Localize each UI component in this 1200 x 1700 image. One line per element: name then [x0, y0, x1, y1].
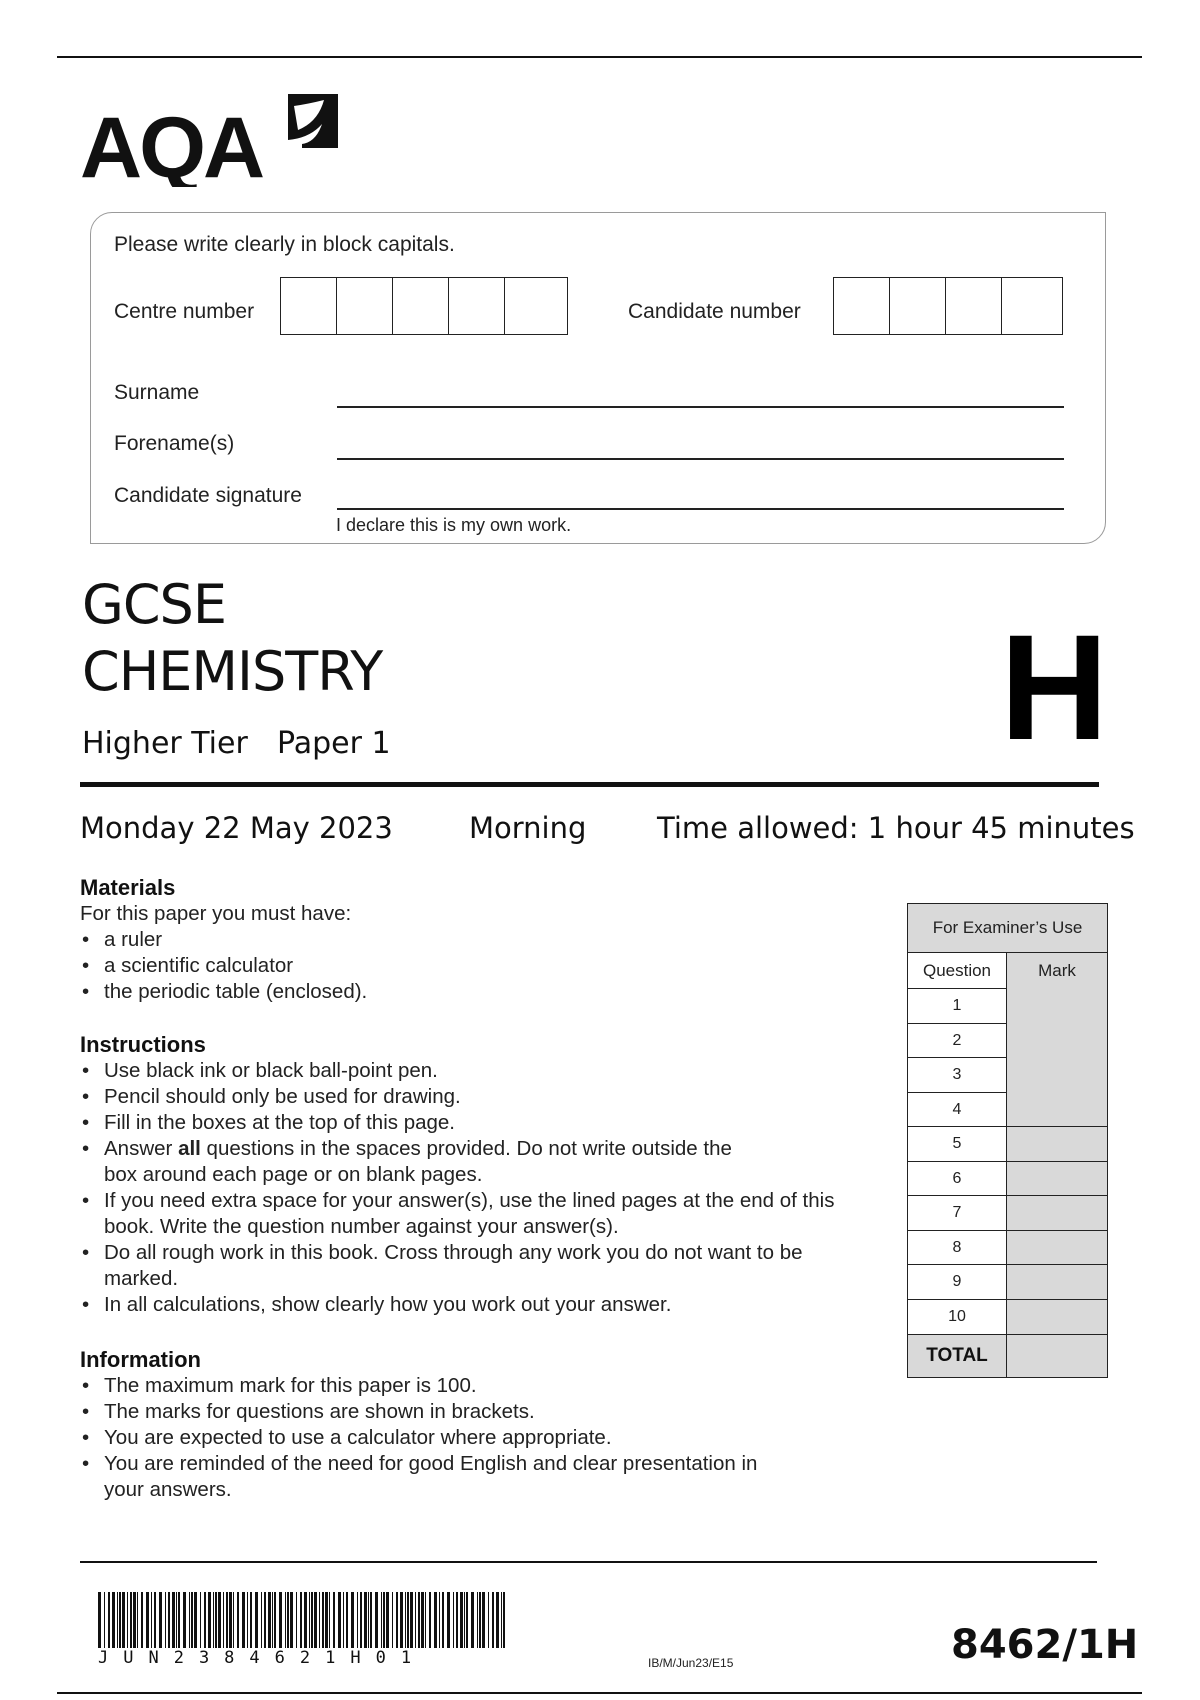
barcode-bar [183, 1592, 186, 1648]
barcode-bar [304, 1592, 307, 1648]
question-number: 5 [908, 1127, 1007, 1162]
barcode-bar [325, 1592, 328, 1648]
barcode-bar [287, 1592, 289, 1648]
aqa-logo-graphic [80, 92, 350, 187]
materials-list [80, 927, 860, 1005]
barcode-bar [168, 1592, 170, 1648]
barcode-bar [471, 1592, 474, 1648]
question-number: 1 [908, 989, 1007, 1024]
barcode-bar [392, 1592, 393, 1648]
barcode-bar [208, 1592, 211, 1648]
examiner-row [908, 1127, 1107, 1162]
mark-column-header: Mark [1038, 961, 1076, 980]
barcode-bar [194, 1592, 197, 1648]
barcode-bar [229, 1592, 232, 1648]
barcode-bar [189, 1592, 190, 1648]
barcode-bar [178, 1592, 180, 1648]
barcode-bar [133, 1592, 136, 1648]
barcode-text: JUN2384621H01 [98, 1648, 427, 1668]
barcode-bar [464, 1592, 465, 1648]
instruction-answer-bold: all [178, 1137, 201, 1160]
information-item: • You are reminded of the need for good English and clear presentation in your answers. [80, 1451, 800, 1503]
centre-digit-box[interactable] [393, 278, 449, 334]
barcode-bar [137, 1592, 138, 1648]
barcode-bar [496, 1592, 499, 1648]
tier-label: Higher Tier [82, 726, 248, 761]
barcode-bar [415, 1592, 416, 1648]
barcode-bar [360, 1592, 362, 1648]
barcode-bar [154, 1592, 156, 1648]
barcode-bar [386, 1592, 389, 1648]
barcode-bar [272, 1592, 273, 1648]
title-rule [80, 782, 1099, 787]
barcode-bar [296, 1592, 297, 1648]
examiner-row [908, 1231, 1107, 1266]
materials-intro: For this paper you must have: [80, 902, 352, 925]
instruction-item: • If you need extra space for your answer(s), use the lined pages at the end of this book. Write the question number against your answer(s). [80, 1188, 860, 1240]
examiners-use-table [907, 903, 1108, 1378]
mark-cell [1007, 1024, 1107, 1059]
question-number: 10 [908, 1300, 1007, 1335]
question-number: 3 [908, 1058, 1007, 1093]
barcode-bar [247, 1592, 248, 1648]
signature-field[interactable] [337, 508, 1064, 510]
instruction-item: • Fill in the boxes at the top of this page. [80, 1110, 860, 1136]
centre-digit-box[interactable] [281, 278, 337, 334]
barcode-bar [141, 1592, 143, 1648]
barcode-bar [117, 1592, 118, 1648]
barcode [98, 1592, 506, 1648]
forenames-label: Forename(s) [114, 432, 235, 455]
barcode-bar [396, 1592, 398, 1648]
materials-section [80, 875, 860, 1005]
mark-cell [1007, 1127, 1107, 1162]
materials-item: • a scientific calculator [80, 953, 860, 979]
instruction-item: • Use black ink or black ball-point pen. [80, 1058, 860, 1084]
barcode-bar [309, 1592, 310, 1648]
signature-label: Candidate signature [114, 484, 302, 507]
barcode-bar [311, 1592, 313, 1648]
barcode-bar [364, 1592, 367, 1648]
barcode-bar [122, 1592, 125, 1648]
barcode-bar [159, 1592, 162, 1648]
barcode-bar [264, 1592, 266, 1648]
top-rule [57, 56, 1142, 58]
barcode-bar [338, 1592, 341, 1648]
instructions-heading: Instructions [80, 1032, 206, 1057]
footer-rule [80, 1561, 1097, 1563]
instruction-answer-after: questions in the spaces provided. Do not write outside the box around each page or on blank pages. [104, 1137, 732, 1186]
barcode-bar [405, 1592, 406, 1648]
barcode-bar [98, 1592, 101, 1648]
instruction-item: • In all calculations, show clearly how you work out your answer. [80, 1292, 860, 1318]
mark-cell [1007, 1058, 1107, 1093]
materials-heading: Materials [80, 875, 176, 900]
declaration-text: I declare this is my own work. [336, 515, 572, 535]
mark-cell [1007, 1300, 1107, 1335]
barcode-bar [104, 1592, 105, 1648]
barcode-bar [421, 1592, 424, 1648]
examiners-table-header [908, 953, 1107, 989]
barcode-bar [383, 1592, 385, 1648]
barcode-bar [218, 1592, 221, 1648]
barcode-bar [146, 1592, 149, 1648]
bottom-rule [57, 1692, 1142, 1694]
aqa-logo-text: AQA [80, 100, 263, 187]
barcode-bar [172, 1592, 175, 1648]
barcode-bar [314, 1592, 317, 1648]
barcode-bar [456, 1592, 458, 1648]
candidate-digit-box[interactable] [834, 278, 890, 334]
barcode-bar [453, 1592, 454, 1648]
barcode-bar [434, 1592, 437, 1648]
barcode-bar [477, 1592, 478, 1648]
barcode-bar [233, 1592, 234, 1648]
barcode-bar [329, 1592, 330, 1648]
examiner-row [908, 1093, 1107, 1128]
question-number: 8 [908, 1231, 1007, 1266]
barcode-bar [268, 1592, 271, 1648]
barcode-bar [290, 1592, 293, 1648]
barcode-bar [285, 1592, 286, 1648]
examiner-row [908, 1265, 1107, 1300]
barcode-bar [503, 1592, 505, 1648]
barcode-bar [333, 1592, 335, 1648]
centre-digit-box[interactable] [449, 278, 505, 334]
instruction-answer-before: Answer [104, 1137, 179, 1160]
barcode-bar [204, 1592, 206, 1648]
barcode-bar [112, 1592, 115, 1648]
barcode-bar [482, 1592, 485, 1648]
examiner-row [908, 1058, 1107, 1093]
barcode-bar [255, 1592, 258, 1648]
examiner-row [908, 989, 1107, 1024]
barcode-bar [319, 1592, 320, 1648]
materials-item: • the periodic table (enclosed). [80, 979, 860, 1005]
barcode-bar [460, 1592, 463, 1648]
barcode-bar [447, 1592, 450, 1648]
barcode-bar [250, 1592, 252, 1648]
barcode-bar [261, 1592, 262, 1648]
barcode-bar [165, 1592, 166, 1648]
barcode-bar [343, 1592, 344, 1648]
barcode-bar [176, 1592, 177, 1648]
examiner-total-row [908, 1334, 1107, 1377]
barcode-bar [442, 1592, 444, 1648]
examiner-row [908, 1196, 1107, 1231]
barcode-bar [200, 1592, 201, 1648]
barcode-bar [407, 1592, 409, 1648]
question-number: 4 [908, 1093, 1007, 1128]
question-number: 9 [908, 1265, 1007, 1300]
barcode-bar [279, 1592, 282, 1648]
barcode-bar [381, 1592, 382, 1648]
examiner-row [908, 1300, 1107, 1335]
barcode-bar [130, 1592, 132, 1648]
barcode-bar [127, 1592, 128, 1648]
barcode-bar [488, 1592, 489, 1648]
centre-digit-box[interactable] [337, 278, 393, 334]
instruction-item: • Pencil should only be used for drawing. [80, 1084, 860, 1110]
mark-cell [1007, 1231, 1107, 1266]
total-label: TOTAL [908, 1335, 1007, 1377]
barcode-bar [300, 1592, 302, 1648]
aqa-logo [80, 92, 350, 187]
mark-cell [1007, 1162, 1107, 1197]
question-number: 2 [908, 1024, 1007, 1059]
barcode-bar [501, 1592, 502, 1648]
information-item: • You are expected to use a calculator where appropriate. [80, 1425, 800, 1451]
materials-item: • a ruler [80, 927, 860, 953]
barcode-bar [191, 1592, 193, 1648]
barcode-bar [108, 1592, 110, 1648]
barcode-bar [346, 1592, 348, 1648]
barcode-bar [425, 1592, 426, 1648]
candidate-digit-box[interactable] [890, 278, 946, 334]
qualification-level: GCSE [82, 573, 226, 636]
barcode-bar [351, 1592, 354, 1648]
information-heading: Information [80, 1347, 201, 1372]
question-number: 6 [908, 1162, 1007, 1197]
information-item: • The marks for questions are shown in brackets. [80, 1399, 800, 1425]
information-item: • The maximum mark for this paper is 100. [80, 1373, 800, 1399]
instruction-item [80, 1136, 860, 1188]
candidate-number-label: Candidate number [628, 300, 801, 323]
tier-letter: H [1000, 603, 1109, 771]
examiner-row [908, 1162, 1107, 1197]
forenames-field[interactable] [337, 458, 1064, 460]
paper-reference: IB/M/Jun23/E15 [648, 1656, 734, 1670]
instructions-list [80, 1058, 860, 1318]
surname-label: Surname [114, 381, 200, 404]
barcode-bar [368, 1592, 369, 1648]
examiners-use-title: For Examiner’s Use [908, 904, 1107, 953]
question-column-header: Question [908, 953, 1007, 989]
barcode-bar [215, 1592, 217, 1648]
mark-cell [1007, 1093, 1107, 1128]
surname-field[interactable] [337, 406, 1064, 408]
question-number: 7 [908, 1196, 1007, 1231]
block-capitals-instruction: Please write clearly in block capitals. [114, 233, 455, 256]
barcode-bar [322, 1592, 324, 1648]
time-allowed: Time allowed: 1 hour 45 minutes [657, 811, 1135, 845]
paper-code: 8462/1H [951, 1622, 1139, 1668]
centre-number-boxes[interactable] [280, 277, 568, 335]
subject-title: CHEMISTRY [82, 640, 383, 703]
exam-date: Monday 22 May 2023 [80, 811, 393, 845]
barcode-bar [119, 1592, 121, 1648]
barcode-bar [151, 1592, 152, 1648]
barcode-bar [410, 1592, 413, 1648]
candidate-digit-box[interactable] [946, 278, 1002, 334]
instructions-section [80, 1032, 860, 1318]
barcode-bar [226, 1592, 228, 1648]
barcode-bar [400, 1592, 403, 1648]
paper-label: Paper 1 [277, 726, 391, 761]
information-list [80, 1373, 800, 1503]
barcode-bar [242, 1592, 245, 1648]
barcode-bar [370, 1592, 372, 1648]
mark-cell [1007, 989, 1107, 1024]
barcode-bar [237, 1592, 239, 1648]
instruction-item: • Do all rough work in this book. Cross through any work you do not want to be marked. [80, 1240, 860, 1292]
barcode-bar [466, 1592, 468, 1648]
information-section [80, 1347, 800, 1503]
barcode-bar [213, 1592, 214, 1648]
barcode-bar [357, 1592, 358, 1648]
mark-cell [1007, 1265, 1107, 1300]
barcode-bar [429, 1592, 431, 1648]
barcode-bar [223, 1592, 224, 1648]
barcode-bar [492, 1592, 494, 1648]
candidate-digit-box[interactable] [1002, 278, 1058, 334]
barcode-bar [375, 1592, 378, 1648]
barcode-bar [479, 1592, 481, 1648]
exam-session: Morning [469, 811, 587, 845]
centre-number-label: Centre number [114, 300, 255, 323]
examiner-row [908, 1024, 1107, 1059]
mark-cell [1007, 1196, 1107, 1231]
barcode-bar [439, 1592, 440, 1648]
barcode-bar [274, 1592, 276, 1648]
barcode-bar [418, 1592, 420, 1648]
centre-digit-box[interactable] [505, 278, 561, 334]
candidate-number-boxes[interactable] [833, 277, 1063, 335]
